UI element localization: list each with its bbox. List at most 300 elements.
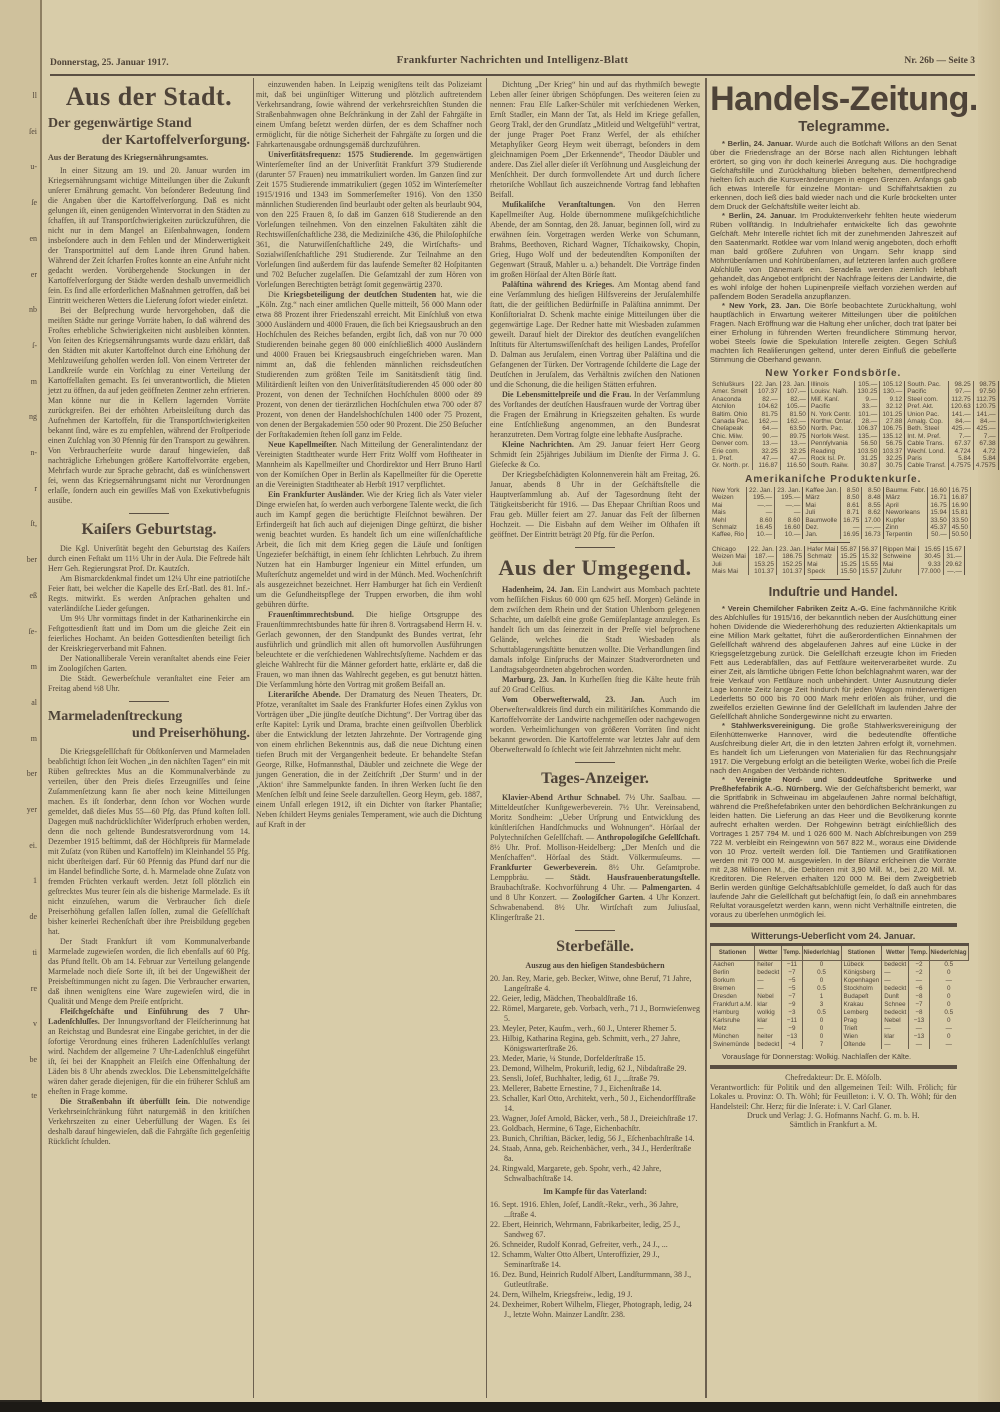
weather-cell: 0 [802,961,841,970]
weather-cell: bedeckt [882,1009,909,1017]
price-cell: —.— [775,502,803,509]
paragraph: Die Kgl. Univerſität begeht den Geburtstag des Kaiſers durch einen Feſtakt um 11½ Uhr in der Aula. Die Feſtrede hält Herr Geh. Regierungsrat Prof. Dr. Kautzſch. [48,544,250,573]
weather-cell: — [909,977,929,985]
security-name: Erie com. [712,447,740,455]
weather-table [710,943,969,1049]
price-cell: 64.— [752,425,780,432]
prev-page-fragment: ſt, [30,519,37,529]
security-name: Pennſylvania [810,440,848,448]
price-cell: 56.37 [859,546,880,553]
section-title-aus-der-umgegend: Aus der Umgegend. [498,555,692,580]
price-cell: 16.73 [862,531,883,538]
security-name: Beth. Steel [907,425,940,433]
prev-page-fragment: de [29,912,37,922]
table-row [803,487,883,494]
prev-page-fragment: 1 [33,876,37,886]
weather-cell: — [882,969,909,977]
paragraph: Literariſche Abende. Der Dramaturg des Neuen Theaters, Dr. Pfotze, veranſtaltet im Saale des Frankfurter Hofes einen Zyklus von Vorträgen über „Die jüngſte deutſche Dichtung“. Der Vortrag über das erſte Kapitel: Lyrik und Drama, brachte einen geiſtvollen Überblick über die Entwicklung der letzten Jahrzehnte. Der Vortragende ging von einem ehrlichen Bekenntnis aus, daß die neue Dichtung einen tiefen Bruch mit der Vergangenheit bedeute. Er behandelte Stefan George, Rilke, Hofmannsthal, Däubler und zeichnete die Wege der jungen Generation, die in der Zeitſchrift ‚Der Sturm‘ und in der ‚Aktion‘ ihre Sammelpunkte fanden. In ihren Werken ſucht ſie den Menſchen ſelbſt und ſeine Seele darzuſtellen. Georg Heym, geb. 1887, einem Unfall erlegen 1912, iſt ein Dichter von ſtarker Phantaſie; Neben ſchildert Heyms geniales Temperament, wie auch die Dichtung auf Kraft in der [256,690,483,829]
weather-cell: 0 [929,1033,968,1041]
price-cell: 50.50 [949,531,970,538]
paragraph: einzuwenden haben. In Leipzig wenigſtens teilt das Polizeiamt mit, daß bei ungünſtiger Witterung und plötzlich auftretendem Verkehrsandrang, ſowie während der verkehrsreichſten Stunden die Straßenbahnwagen ohne Beſchränkung in der Zahl der Fahrgäſte in einem Umfang beſetzt werden dürfen, der es dem Schaffner noch ermöglicht, für die nötige Sicherheit der Fahrgäſte zu ſorgen und die Fahrkartenausgabe ordnungsgemäß durchzuführen. [256,80,482,149]
security-name: Weizen [712,494,734,502]
quote-table-group [710,381,809,470]
scan-background [0,1402,1000,1412]
weather-cell: Lemberg [841,1009,882,1017]
quote-table-group [710,487,803,539]
price-cell: 84.— [973,418,998,425]
price-cell: 16.75 [928,502,949,509]
article-headline: Marmeladenſtreckung [48,709,183,724]
table-row [905,381,998,388]
quote-table-group [710,546,805,576]
masthead [50,52,975,76]
weather-cell: klar [755,1017,782,1025]
weather-cell: Schnee [882,1001,909,1009]
security-name: Dez. [805,523,819,531]
quote-table-group [809,381,905,470]
table-row [905,411,998,418]
table-row [884,502,971,509]
divider [575,762,615,763]
prev-page-fragment: ll [32,91,37,100]
table-row [809,448,905,455]
quote-table-group [905,381,998,470]
weather-cell: München [711,1033,755,1041]
price-cell: 8.60 [747,517,775,524]
security-name: New York [712,486,740,494]
table-row [884,487,971,494]
price-cell: 33.50 [928,517,949,524]
security-name: Steel com. [907,395,938,403]
price-cell: 15.25 [838,553,859,560]
table-row [803,517,883,524]
weather-cell: −8 [909,993,929,1001]
table-title: New Yorker Fondsbörſe. [765,368,902,379]
industry-reports [710,604,957,919]
table-row [710,531,803,538]
price-cell: 81.50 [780,411,808,418]
table-row [711,1025,969,1033]
weather-cell: Frankfurt a.M. [711,1001,755,1009]
paragraph: * Berlin, 24. Januar. Wurde auch die Botſchaft Wilſons an den Senat über die Friedensfrage an der Börse nach allen Richtungen lebhaft erörtert, so ging von ihr doch keinerlei Anregung aus. Die hochgradige Geſchäftsſtille und Zurückhaltung blieben beſtehen, dementſprechend hielten ſich auch die Kursveränderungen in engen Grenzen. Anfangs gab ſich etwas Intereſſe für einzelne Montan- und Schiffahrtsaktien zu erkennen, doch ließ dies bald wieder nach und die Kurſe bröckelten unter dem Druck der Geſchäftsſtille weiter leicht ab. [710,139,957,211]
article-body [490,80,700,540]
weather-cell: — [882,977,909,985]
price-cell: 90.— [752,433,780,440]
security-name: Norfolk West. [810,432,850,440]
paragraph: * Berlin, 24. Januar. Im Produktenverkehr fehlten heute wiederum Rüben vollſtändig. In Induſtriehafer entwickelte ſich das gewohnte Geſchäft. Mehr Intereſſe richtet ſich mit der zunehmenden Jahreszeit auf den Saatenmarkt. Rotklee war vom Inland wenig angeboten, doch erhofft man bald größere Zufuhren von Ungarn. Sehr knapp sind Möhrrübenſamen und Kohlrübenſamen, auf letzteren lanfen auch größere Abſchlüſſe von Dänemark ein. Seradella werden ziemlich lebhaft gehandelt, das Angebot entſpricht der Nachfrage ſeitens der Landwirte, die es wohl infolge der hohen Lupinenpreiſe vielfach vorziehen werden auf paſſendem Boden Seradella anzupflanzen. [710,211,957,301]
price-cell: 104.62 [752,403,780,410]
produce-prices-table [710,486,968,539]
price-cell: 55.87 [838,546,859,553]
weather-cell: 0 [929,969,968,977]
weather-cell: 0 [929,1017,968,1025]
impressum-line: Sämtlich in Frankfurt a. M. [789,1120,878,1130]
table-row [710,524,803,531]
price-cell: 17.00 [862,517,883,524]
weather-cell: Aachen [711,961,755,970]
price-cell: —.— [943,568,964,575]
price-cell: 101.— [855,411,880,418]
security-name: Anaconda [712,395,742,403]
weather-cell: Trieſt [841,1025,882,1033]
previous-page-edge [0,0,42,1400]
weather-cell: — [755,1025,782,1033]
death-notice: 23. Demond, Wilhelm, Prokuriſt, ledig, 62 J., Nibdaſtraße 29. [490,1064,687,1073]
price-cell: 27.88 [880,418,905,425]
weather-cell: Krakau [841,1001,882,1009]
security-name: Weizen Mai [712,553,746,561]
weather-cell: Dresden [711,993,755,1001]
weather-cell: 3 [802,1001,841,1009]
paragraph: Der Nationalliberale Verein veranſtaltet abends eine Feier im Zoologiſchen Garten. [48,654,250,673]
price-cell: 15.94 [928,509,949,516]
price-cell: 5.84 [948,455,973,462]
column-rule [253,78,254,1398]
newspaper-page [42,0,1000,1402]
article-headline: Der gegenwärtige Stand [48,116,192,131]
table-row [710,494,803,501]
security-name: Union Pac. [907,410,939,418]
weather-cell: wolkig [755,1009,782,1017]
table-row [809,403,905,410]
death-notice: 24. Staab, Anna, geb. Reichenbächer, verh., 34 J., Herderſtraße 8a. [490,1144,692,1163]
security-name: Cable Transf. [907,462,946,470]
weather-cell: Prag [841,1017,882,1025]
price-cell: 107.37 [752,388,780,395]
security-name: Schweine [882,553,912,561]
weather-cell: −11 [782,961,802,970]
price-cell: 16.87 [949,494,970,501]
death-notice: 23. Wagner, Joſef Arnold, Bäcker, verh., 58 J., Dreieichſtraße 17. [490,1114,698,1123]
paragraph: Marburg, 23. Jan. In Kurheſſen ſtieg die Kälte heute früh auf 20 Grad Celſius. [490,675,700,694]
security-name: Hafer Mai [807,545,836,553]
death-notice: 26. Schneider, Rudolf Konrad, Gefreiter, verh., 24 J., ... [490,1240,668,1249]
table-row [803,524,883,531]
table-row [711,993,969,1001]
paragraph: * Stahlwerksvereinigung. Die große Stahlwerksvereinigung der Eiſenhüttenwerke Hannover, wird die bedeutendſte öffentliche Ausſchreibung dieſer Art, die in den letzten Jahren erfolgt iſt, vornehmen. Es handelt ſich um Lieferungen von Materialien für das Rechnungsjahr 1917. Die Vergebung erfolgt an die beteiligten Werke, wobei ſich die Preiſe nach den Angaben der Verbände richten. [710,721,957,776]
price-cell: 28.— [855,418,880,425]
price-cell: 10.— [747,531,775,538]
table-row [805,561,880,568]
issue-date: Donnerstag, 25. Januar 1917. [50,58,169,68]
price-cell: 22. Jan. [747,487,775,494]
security-name: 1. Pref. [712,455,733,463]
price-cell: 23. Jan. [775,487,803,494]
prev-page-fragment: ber [26,555,37,565]
price-cell: 107.— [780,388,808,395]
table-row [809,418,905,425]
price-cell: 195.— [747,494,775,501]
weather-cell: −5 [782,977,802,985]
column-header: Niederſchlag [802,945,841,961]
death-notice: 23. Hilbig, Katharina Regina, geb. Schmitt, verh., 27 Jahre, Königswarterſtraße 26. [490,1034,681,1053]
weather-cell: −13 [782,1033,802,1041]
paragraph: Neue Kapellmeiſter. Nach Mitteilung der Generalintendanz der Vereinigten Stadttheater wurde Herr Fritz Wolff vom Hoftheater in Mannheim als Kapellmeiſter und Chordirektor und Herr Bruno Hartl von der Komiſchen Oper in Berlin als Kapellmeiſter für die Operette an die Vereinigten Stadttheater ab Herbſt 1917 verpflichtet. [256,440,482,489]
price-cell: 4.7575 [973,462,998,469]
prev-page-fragment: ſe- [28,626,37,636]
price-cell: 186.75 [776,553,804,560]
price-cell: 82.— [780,396,808,403]
table-row [710,546,805,553]
paragraph: Fleiſchgeſchäfte und Einführung des 7 Uhr-Ladenſchluſſes. Der Innungsvorſtand der Fleiſcherinnung hat an Reichstag und Bundesrat eine Eingabe gerichtet, in der die ſofortige Verordnung eines früheren Ladenſchluſſes verlangt wird. Nachdem der allgemeine 7 Uhr-Ladenſchluß eingeführt iſt, ſei bei der Knappheit an Fleiſch eine Offenhaltung der Läden bis 8 Uhr abends zwecklos. Die Lebensmittelgeſchäfte wären daher gerade diejenigen, für die ein früherer Schluß am eheſten in Frage komme. [48,1007,250,1096]
table-row [905,388,998,395]
weather-cell: −9 [782,1025,802,1033]
price-cell: 15.81 [949,509,970,516]
weather-cell: 0.5 [802,985,841,993]
price-cell: 162.— [780,418,808,425]
weather-cell: heiter [755,961,782,970]
security-name: Baltim. Ohio [712,410,748,418]
table-row [905,425,998,432]
price-cell: 97.50 [973,388,998,395]
security-name: Kaffee, Rio [712,531,745,539]
table-row [710,425,808,432]
table-row [710,433,808,440]
paragraph: Kleine Nachrichten. Am 29. Januar feiert Herr Georg Schmidt ſein 25jähriges Jubiläum im Dienſte der Firma J. G. Gieſecke & Co. [490,440,700,469]
price-cell: 135.— [855,433,880,440]
price-cell: 116.50 [780,462,808,469]
death-notice: 24. Dern, Wilhelm, Kriegsfreiw., ledig, 19 J. [490,1290,633,1299]
price-cell: 8.61 [841,502,862,509]
table-row [805,546,880,553]
section-subtitle: Auszug aus den hieſigen Standesbüchern [525,961,665,970]
weather-cell: 0 [929,1001,968,1009]
price-cell: 50.— [928,531,949,538]
table-row [710,553,805,560]
prev-page-fragment: en [29,233,37,243]
price-cell: 116.87 [752,462,780,469]
weather-cell: 0.5 [929,1009,968,1017]
table-row [809,440,905,447]
weather-cell: bedeckt [882,961,909,970]
table-row [809,381,905,388]
weather-cell: −7 [909,1001,929,1009]
table-row [884,531,971,538]
security-name: North. Pac. [810,425,844,433]
price-cell: 47.— [752,455,780,462]
chicago-prices-table [710,545,962,576]
price-cell: 141.— [948,411,973,418]
table-row [809,411,905,418]
weather-cell: −5 [782,985,802,993]
weather-cell: — [929,977,968,985]
page-number: Nr. 26b — Seite 3 [904,56,975,66]
weather-cell: −6 [909,985,929,993]
prev-page-fragment: ei. [29,840,37,850]
security-name: Jan. [805,531,818,539]
weather-cell: — [929,1025,968,1033]
table-row [711,969,969,977]
price-cell: 106.75 [880,425,905,432]
weather-cell: bedeckt [882,985,909,993]
security-name: Rock Isl. Pr. [810,455,846,463]
weather-cell: heiter [755,1033,782,1041]
table-row [905,433,998,440]
quote-table-group [884,487,971,539]
security-name: Mais Mai [712,567,739,575]
price-cell: 29.62 [943,561,964,568]
event-listing: Klavier-Abend Arthur Schnabel. 7½ Uhr. Saalbau. — Mitteldeutſcher Kunſtgewerbeverein. 7½ Uhr. Vereinsabend, Moritz Sondheim: „Ueber Urſprung und Entwicklung des künſtleriſchen Handſchmucks und Wohnungen“. Hörſaal der Polytechniſchen Geſellſchaft. — Anthropologiſche Geſellſchaft. 8½ Uhr. Prof. Mollison-Heidelberg: „Der Menſch und die Menſchaffen“. Hörſaal des Städt. Völkermuſeums. — Frankfurter Gewerbeverein. 8½ Uhr. Geſamtprobe. Lemppbräu. — Städt. Hausfrauenberatungsſtelle. Braubachſtraße. Kochvorführung 4 Uhr. — Palmengarten. 4 und 8 Uhr Konzert. — Zoologiſcher Garten. 4 Uhr Konzert. Schwabenabend. 8½ Uhr. Wirtſchaft zum Juliusſaal, Klingerſtraße 21. [490,793,701,922]
divider [710,923,957,927]
price-cell: 23. Jan. [776,546,804,553]
price-cell: 23. Jan. [780,381,808,388]
prev-page-fragment: re [30,983,37,993]
price-cell: 425.— [948,425,973,432]
security-name: Northw. Ontar. [810,418,853,426]
weather-cell: −3 [782,1009,802,1017]
ny-stock-table [710,381,996,470]
price-cell: 195.— [775,494,803,501]
column-header: Temp. [782,945,802,961]
security-name: Denver com. [712,440,749,448]
price-cell: 130.— [880,388,905,395]
weather-cell: 0 [929,993,968,1001]
table-row [710,440,808,447]
table-row [711,1017,969,1025]
price-cell: 63.50 [780,425,808,432]
price-cell: 8.48 [862,494,883,501]
security-name: Amer. Smelt [712,388,748,396]
price-cell: 120.63 [948,403,973,410]
weather-cell: −8 [909,1009,929,1017]
death-notice: 24. Dexheimer, Robert Wilhelm, Flieger, Photograph, ledig, 24 J., letzte Wohn. Mainzer Landſtr. 238. [490,1300,692,1319]
table-row [710,502,803,509]
price-cell: 187.— [748,553,776,560]
table-row [805,553,880,560]
security-name: Amalg. Cop. [907,418,943,426]
table-row [710,411,808,418]
table-row [710,568,805,575]
weather-cell: −11 [782,1017,802,1025]
price-cell: 105.— [780,403,808,410]
price-cell: 4.7575 [948,462,973,469]
weather-cell: Karlsruhe [711,1017,755,1025]
table-row [809,433,905,440]
price-cell: 15.32 [859,553,880,560]
paragraph: Paläſtina während des Krieges. Am Montag abend fand eine Verſammlung des hieſigen Hilfsvereins der Jeruſalemhilfe ſtatt, die der geiſtlichen Bedürfniſſe in Paläſtina annimmt. Der Konſiſtorialrat D. Schenk machte einige Mitteilungen über die gegenwärtige Lage. Der Redner hatte mit Wiesbaden zuſammen geweilt. Darauf hielt der Direktor des deutſchen evangeliſchen Inſtituts für Altertumswiſſenſchaft des heiligen Landes, Profeſſor D. Dalman aus Jeruſalem, einen Vortrag über Paläſtina und die Gefangenen der Türken. Der Vortragende ſchilderte die Lage der Deutſchen in Jeruſalem, das Verhältnis zwiſchen den Nationen und die Schonung, die die heiligen Stätten erfuhren. [490,280,701,389]
price-cell: 8.71 [841,509,862,516]
price-cell: 16.45 [747,524,775,531]
price-cell: 8.55 [862,502,883,509]
column-2 [256,80,482,830]
security-name: N. York Centr. [810,410,851,418]
weather-cell: klar [882,1033,909,1041]
security-name: Wechſ. Lond. [907,447,946,455]
column-header: Wetter [882,945,909,961]
price-cell: 32.12 [880,403,905,410]
table-row [711,985,969,993]
death-notice: 23. Goldbach, Hermine, 6 Tage, Eichenbachſtr. [490,1124,641,1133]
paragraph: Bei der Beſprechung wurde hervorgehoben, daß die meiſten Städte nur geringe Vorräte haben, ſo daß während des Froſtes erhebliche Schwierigkeiten nicht ausbleiben könnten. Von ſeiten des Kriegsernährungsamts wurde dazu erklärt, daß den Städten mit akuter Kartoffelnot durch eine Erhöhung der Mehlzuweiſung geholfen werden ſoll. Von einem Vertreter der Landkreiſe wurde ein Vorſchlag zu einer Verteilung der Kartoffellaſten gemacht. Es ſei unverantwortlich, die Mieten jetzt zu öffnen, da auf jeden geöffneten Zentner zehn erfrieren. Man könne nur die in Kellern lagernden Vorräte zurückgreifen. Bei der erhöhten Arbeitsleiſtung durch das Aufnehmen der Kartoffeln, für die Transportſchwierigkeiten bekannt ſind, wäre es zu empfehlen, während der Froſtperiode einen Zuſchlag von 30 Pfennig für den Transport zu gewähren. Von Verbraucherſeite wurde darauf hingewieſen, daß nachträgliche Erhebungen größere Kartoffelvorräte ergeben, Mehrfach wurde zur Sprache gebracht, daß es wünſchenswert ſei, wenn das Kriegsernährungsamt nicht nur Verordnungen erlaſſe, ſondern auch ein gewiſſes Maß von Exekutivbefugnis ausübe. [48,306,250,505]
quote-table-group [803,487,883,539]
price-cell: 32.25 [780,448,808,455]
table-row [803,531,883,538]
table-row [881,553,965,560]
price-cell: 16.71 [928,494,949,501]
price-cell: 22. Jan. [748,546,776,553]
column-3 [490,80,700,1320]
paragraph: Der Kriegsbeſchädigten Kolonnenverein hält am Freitag, 26. Januar, abends 8 Uhr in der Geſchäftsſtelle die Hauptverſammlung ab. Auf der Tagesordnung ſteht der Tätigkeitsbericht für 1916. — Das Ehepaar Chriſtian Roos und Frau geb. Müller feiert am 27. Januar das Feſt der ſilbernen Hochzeit. — Die Eisbahn auf dem Weiher im Oſthafen iſt geöffnet. Der Eintritt beträgt 20 Pfg. für die Perſon. [490,470,700,539]
weather-cell: Kopenhagen [841,977,882,985]
price-cell: 47.— [780,455,808,462]
price-cell: 101.37 [776,568,804,575]
price-cell: 106.37 [855,425,880,432]
weather-cell: Berlin [711,969,755,977]
paragraph: Die Lebensmittelpreiſe und die Frau. In der Verſammlung des Vorſtandes der deutſchen Hausfrauen wurde der Vortrag über die Fragen der Ernährung in Kriegszeiten gehalten. Es wurde eine Entſchließung angenommen, an den Bundesrat heranzutreten. Dem Vortrag folgte eine lebhafte Ausſprache. [490,390,700,439]
paragraph: Hadenheim, 24. Jan. Ein Landwirt aus Mombach pachtete vom heſſiſchen Fiskus 60 000 qm 625 heſſ. Morgen) Gelände in dem zwiſchen dem Rhein und der Station Uhlenborn gelegenen Schachte, um daſelbſt eine große Gemüſeplantage anzulegen. Es handelt ſich um das ſeinerzeit in der Preſſe viel beſprochene Gelände, welches die Stadt Wiesbaden als Schuttablagerungsſtätte benutzen wollte. Die Verhandlungen ſind damals infolge Einſpruchs der Mainzer Stadtverordneten und Landtagsabgeordneten abgebrochen worden. [490,585,701,674]
prev-page-fragment: ſ- [32,340,37,350]
price-cell: 103.50 [855,448,880,455]
price-cell: 7.— [948,433,973,440]
paragraph: Die Kriegsgeſellſchaft für Obſtkonſerven und Marmeladen beabſichtigt ſchon ſeit Wochen „in den nächſten Tagen“ ein mit Rüben geſtrecktes Mus an die Kommunalverbände zu verteilen, über den Preis dieſes Erzeugniſſes und ſeine Zuſammenſetzung kann ſie aber noch keine Mitteilungen machen. Es iſt ſonderbar, denn ſchon vor Wochen wurde gemeldet, daß dieſes Mus 55—60 Pfg. das Pfund koſten ſoll. Dagegen muß nachdrücklichſter Widerſpruch erhoben werden, denn die noch geltende Bundesratsverordnung vom 14. Dezember 1915 beſtimmt, daß der Höchſtpreis für Marmelade mit Zuſatz (von Rüben und Kartoffeln) im Kleinhandel 55 Pfg. nicht überſteigen darf. Für 60 Pfennig das Pfund darf nur die im Handel befindliche Sorte, d. h. Marmelade ohne Zuſatz von fremden Früchten verkauft werden. Jetzt ſoll plötzlich ein geſtrecktes Mus teurer ſein als die bisherige Marmelade. Es iſt nicht einzuſehen, warum die Verbraucher ſich dieſe Preiserhöhung gefallen laſſen ſollen, zumal die Geſellſchaft bisher keinerlei Rechenſchaft über ihre Preisbildung gegeben hat. [48,747,250,936]
security-name: Zinn [885,523,899,531]
security-name: Mais [712,509,726,517]
table-row [803,494,883,501]
prev-page-fragment: m [30,376,37,386]
divider [575,547,615,548]
price-cell: 101.37 [748,568,776,575]
weather-cell: −7 [782,993,802,1001]
price-cell: 56.75 [880,440,905,447]
paragraph: In einer Sitzung am 19. und 20. Januar wurden im Kriegsernährungsamt wichtige Mitteilungen über die Zukunft unſerer Ernährung gemacht. Von beſonderer Bedeutung ſind die Angaben über die Kartoffelverſorgung. Daß es nicht gelungen iſt, einen genügenden Wintervorrat in den Städten zu ſchaffen, iſt auf Transportſchwierigkeiten zurückzuführen, die nicht nur in dem Mangel an Eiſenbahnwagen, ſondern insbeſondere auch in dem Fehlen und der Minderwertigkeit der Transportmittel auf dem Lande ihren Grund haben. Während der Zeit ſcharfen Froſtes konnte an eine Anfuhr nicht gedacht werden. Vorübergehende Stockungen in der Kartoffelverſorgung der Städte werden deshalb unvermeidlich ſein. Es ſind alle erforderlichen Maßnahmen getroffen, daß bei Eintritt weicheren Wetters die Lieferung ſofort wieder einſetzt. [48,166,250,305]
paragraph: * Vereinigte Nord- und Süddeutſche Spritwerke und Preßhefefabrik A.-G. Nürnberg. Wie der Geſchäftsbericht bemerkt, war die Spritfabrik in Schweinau im abgelaufenen Jahre normal beſchäftigt, während die Preßhefefabriken unter den behördlichen Beſchränkungen zu leiden hatten. Die Lieferung an das Heer und die Bevölkerung konnte aufrecht erhalten werden. Der Rohgewinn beträgt einſchließlich des Vortrages 1 257 794 M. und 1 026 600 M. Nach Abſchreibungen von 259 722 M. verbleibt ein Reingewinn von 567 822 M., woraus eine Dividende von 10 Proz. verteilt werden ſoll. Die Tantiemen und Gratifikationen werden mit 79 000 M. ausgewieſen. In der Bilanz erſcheinen die Vorräte mit 2,38 Millionen M., die Debitoren mit 3,90 Mill. M., bei 2,20 Mill. M. Kreditoren. Die Reſerven erhalten 120 000 M. Bei dem Zweigbetrieb Berlin werden günſtige Geſchäftsabſchlüſſe gemeldet, ſo daß auch für das laufende Jahr die Geſellſchaft gut beſchäftigt ſein, ſo daß ein annehmbares Reſultat vorausgeſetzt werden kann, wenn nicht Verhältniſſe eintreten, die voraus zu überſehen unmöglich ſei. [710,775,957,920]
article-headline: und Preiserhöhung. [132,726,250,741]
divider [810,542,850,543]
security-name: Rippen Mai [882,545,916,553]
price-cell: 152.25 [776,561,804,568]
security-name: Mai [805,501,816,509]
price-cell: 8.60 [775,517,803,524]
price-cell: —.— [747,502,775,509]
price-cell: 97.— [948,388,973,395]
price-cell: 105.— [855,381,880,388]
impressum [710,1073,957,1129]
table-row [710,381,808,388]
security-name: Mai [712,501,723,509]
price-cell: 13.— [780,440,808,447]
weather-cell: 0.5 [802,969,841,977]
price-cell: 45.50 [949,524,970,531]
paragraph: Frauenſtimmrechtsbund. Die hieſige Ortsgruppe des Frauenſtimmrechtsbundes hatte für ihren 8. Vortragsabend Herrn H. v. Gerlach gewonnen, der den Standpunkt des Bundes vertrat, ſehr ausführlich und gründlich mit allen oft humorvollen Ausführungen beleuchtete er die verſchiedenen Wahlrechtsſyſteme. Nachdem er das gleiche Wahlrecht für die Männer gefordert hatte, erklärte er, daß die Frauen, wo man ihnen das Wahlrecht gegeben, es gut benutzt hätten. Die Verſammlung hörte den Vortrag mit großem Beifall an. [256,610,482,689]
column-header: Wetter [755,945,782,961]
table-row [710,487,803,494]
weather-cell: −13 [909,1017,929,1025]
column-4-handels-zeitung [710,80,996,1130]
security-name: Pref. Akt. [907,403,934,411]
price-cell: 4.72 [973,448,998,455]
security-name: Juli [805,509,816,517]
table-row [905,462,998,469]
death-notice: 23. Mellerer, Babette Ernestine, 7 J., Eichenſtraße 14. [490,1084,662,1093]
security-name: Baumw. Febr. [885,486,926,494]
weather-cell: −2 [909,969,929,977]
death-notice: 22. Ebert, Heinrich, Wehrmann, Fabrikarbeiter, ledig, 25 J., Sandweg 67. [490,1220,681,1239]
table-row [805,568,880,575]
security-name: Pacific [907,388,927,396]
weather-cell: Swinemünde [711,1041,755,1049]
table-row [881,568,965,575]
death-notice: 23. Sensli, Joſef, Buchhalter, ledig, 61 J., ...ſtraße 79. [490,1074,660,1083]
price-cell: 77.000 [918,568,943,575]
security-name: Chic. Milw. [712,432,744,440]
weather-cell: Lübeck [841,961,882,970]
table-row [710,403,808,410]
article-headline: Kaiſers Geburtstag. [81,521,217,538]
section-title-aus-der-stadt: Aus der Stadt. [65,82,233,111]
divider [810,579,850,580]
table-row [710,396,808,403]
paragraph: Dichtung „Der Krieg“ hin und auf das rhythmiſch bewegte Leben aller ſeiner übrigen Schöpfungen. Des weiteren ſeien zu nennen: Frau Elſe Laſker-Schüler mit verſchiedenen Werken, Ernſt Stadler, ein Mann der Tat, als Held im Kriege gefallen, Georg Trakl, der den Grundſatz „Mitleid und Weltgefühl“ vertrat, der junge Prager Poet Franz Werfel, der als ethiſcher Metaphyſiker Georg Heym weit überragt, beſonders in dem gleichnamigen Poem „Der Erkennende“, Theodor Däubler und andere. Das Ziel aller dieſer iſt Verſöhnung und Ausgleichung der Menſchheit. Der durch formvollendete Art und durch ſichere rhetoriſche Wohllaut ſich auszeichnende Vortrag fand lebhaften Beifall. [490,80,700,199]
